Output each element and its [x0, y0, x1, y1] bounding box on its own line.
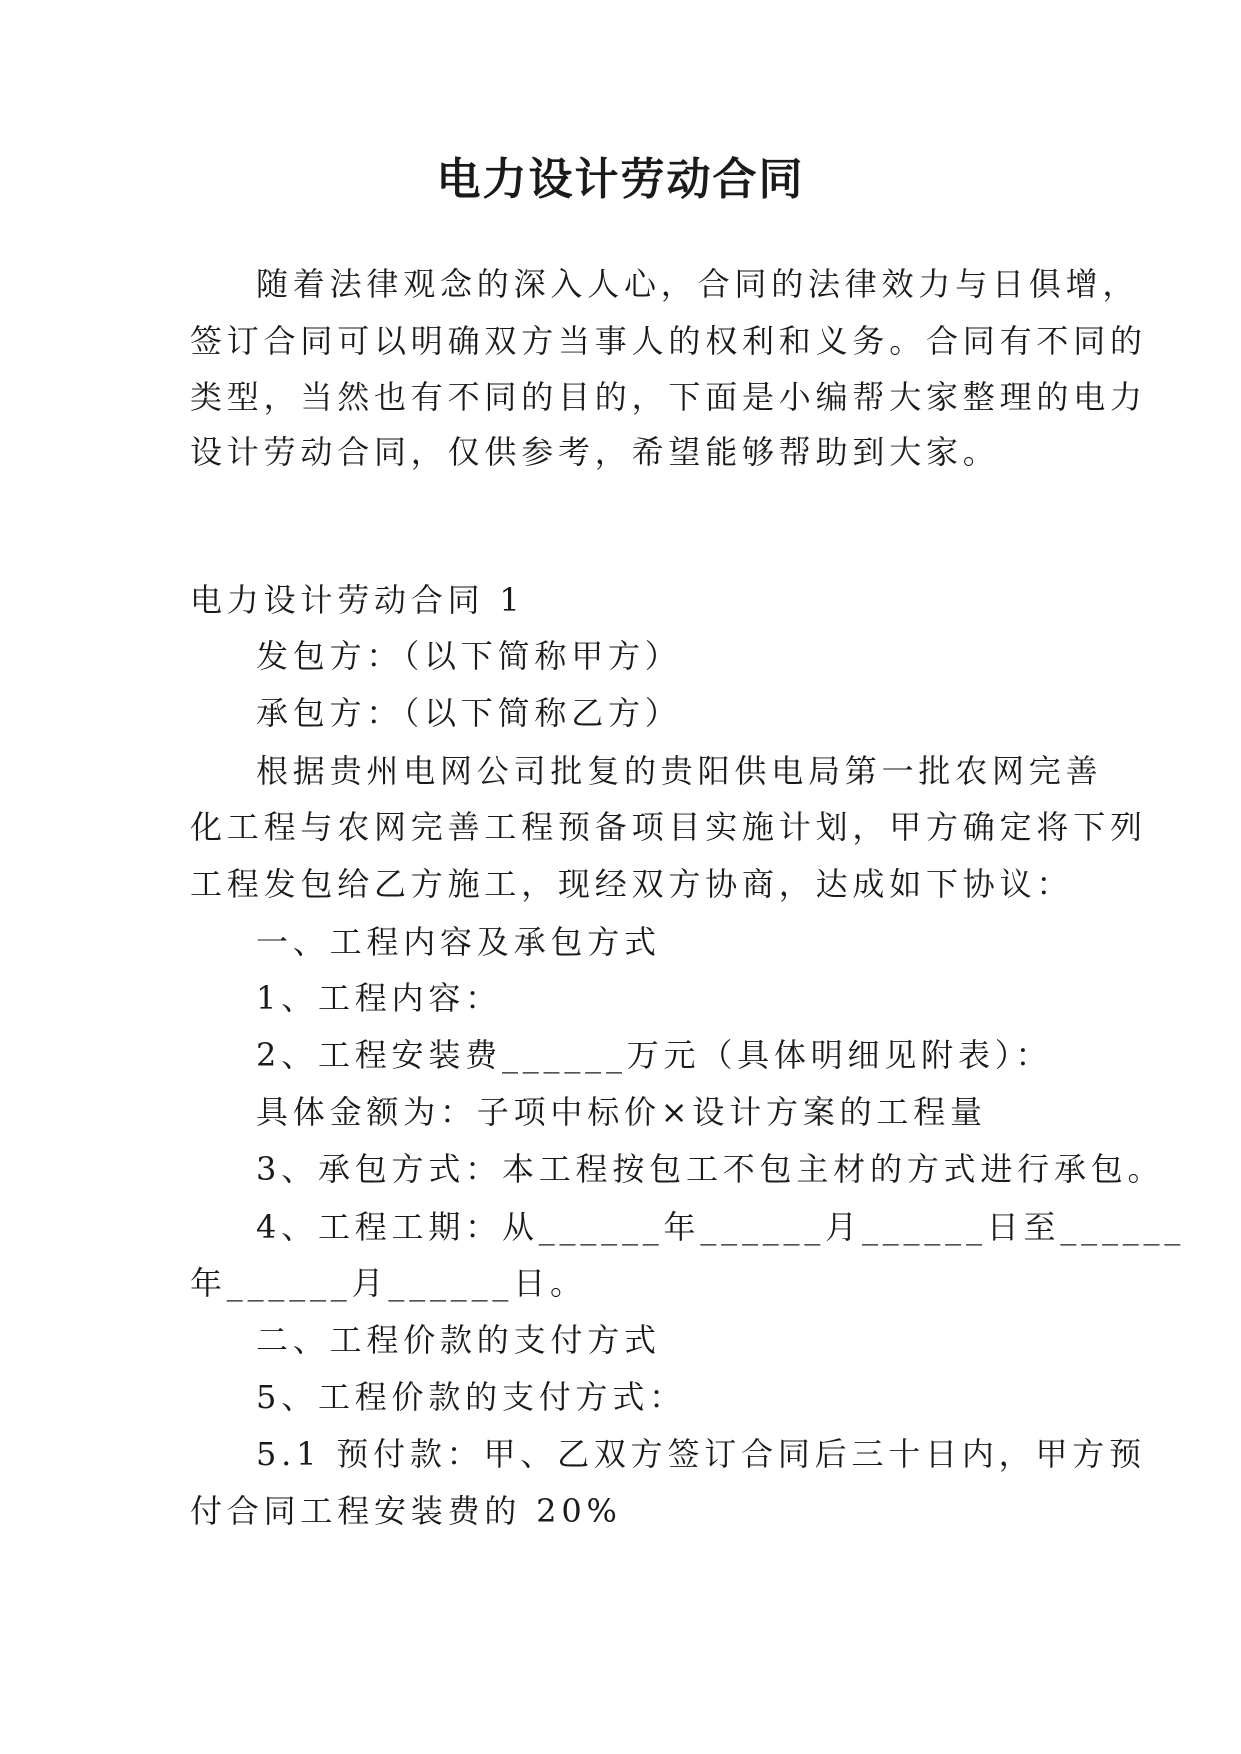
- section-heading: 电力设计劳动合同 1: [190, 581, 525, 619]
- intro-line: 设计劳动合同，仅供参考，希望能够帮助到大家。: [190, 433, 1000, 471]
- body-line: 具体金额为：子项中标价×设计方案的工程量: [256, 1093, 987, 1131]
- body-line: 1、工程内容：: [256, 979, 502, 1017]
- body-line: 5.1 预付款：甲、乙双方签订合同后三十日内，甲方预: [256, 1435, 1146, 1473]
- body-line: 年______月______日。: [190, 1264, 587, 1302]
- body-line: 5、工程价款的支付方式：: [256, 1378, 686, 1416]
- body-line: 化工程与农网完善工程预备项目实施计划，甲方确定将下列: [190, 808, 1147, 846]
- intro-line: 签订合同可以明确双方当事人的权利和义务。合同有不同的: [190, 322, 1147, 360]
- body-line: 一、工程内容及承包方式: [256, 923, 661, 961]
- body-line: 工程发包给乙方施工，现经双方协商，达成如下协议：: [190, 865, 1074, 903]
- body-line: 根据贵州电网公司批复的贵阳供电局第一批农网完善: [256, 752, 1103, 790]
- body-line: 4、工程工期：从______年______月______日至______: [256, 1208, 1186, 1246]
- intro-line: 类型，当然也有不同的目的，下面是小编帮大家整理的电力: [190, 378, 1147, 416]
- body-line: 2、工程安装费______万元（具体明细见附表）：: [256, 1036, 1053, 1074]
- body-line: 3、承包方式：本工程按包工不包主材的方式进行承包。: [256, 1150, 1165, 1188]
- body-line: 二、工程价款的支付方式: [256, 1321, 661, 1359]
- body-line: 发包方：（以下简称甲方）: [256, 637, 682, 675]
- document-title: 电力设计劳动合同: [436, 154, 805, 205]
- intro-line: 随着法律观念的深入人心，合同的法律效力与日俱增，: [256, 265, 1140, 303]
- body-line: 承包方：（以下简称乙方）: [256, 694, 682, 732]
- body-line: 付合同工程安装费的 20%: [190, 1492, 622, 1530]
